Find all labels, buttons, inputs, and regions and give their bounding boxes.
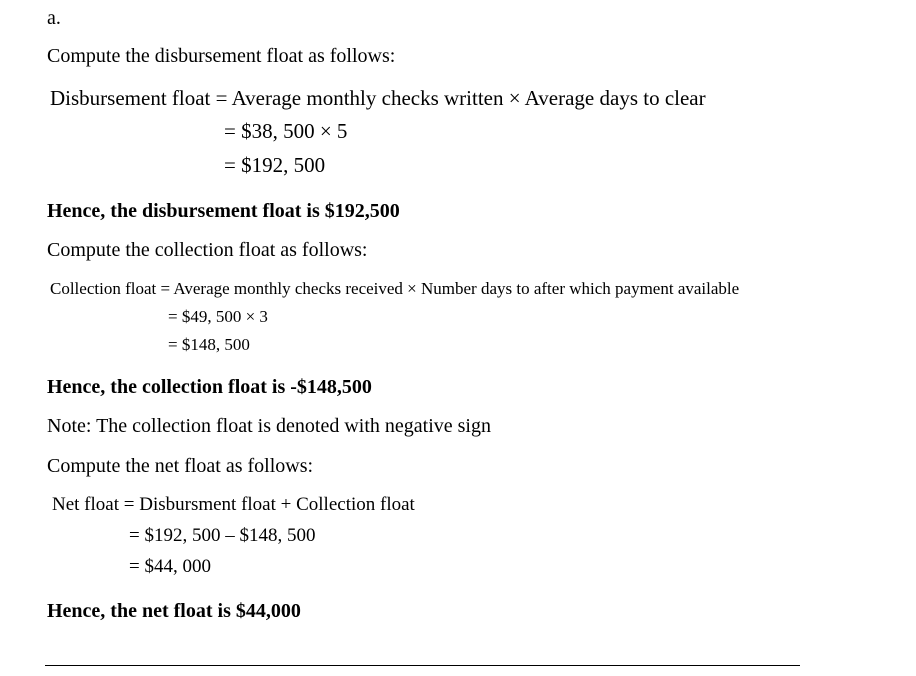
disbursement-conclusion: Hence, the disbursement float is $192,500 [47,200,400,222]
disbursement-equation-line-3: = $192, 500 [224,153,326,177]
disbursement-equation-line-2: = $38, 500 × 5 [224,119,348,143]
collection-intro: Compute the collection float as follows: [47,239,368,261]
net-intro: Compute the net float as follows: [47,455,314,477]
collection-conclusion: Hence, the collection float is -$148,500 [47,376,372,398]
net-equation-line-3: = $44, 000 [129,556,211,577]
collection-equation-line-3: = $148, 500 [168,335,250,354]
collection-equation-line-2: = $49, 500 × 3 [168,307,268,326]
bottom-divider [45,665,800,666]
net-equation-line-2: = $192, 500 – $148, 500 [129,525,316,546]
disbursement-equation-line-1: Disbursement float = Average monthly checks written × Average days to clear [50,86,706,110]
disbursement-intro: Compute the disbursement float as follows: [47,45,396,67]
net-conclusion: Hence, the net float is $44,000 [47,600,301,622]
net-equation-line-1: Net float = Disbursment float + Collection float [52,494,415,515]
collection-note: Note: The collection float is denoted with negative sign [47,415,491,437]
collection-equation-line-1: Collection float = Average monthly checks received × Number days to after which payment available [50,279,740,298]
part-label: a. [47,7,61,29]
